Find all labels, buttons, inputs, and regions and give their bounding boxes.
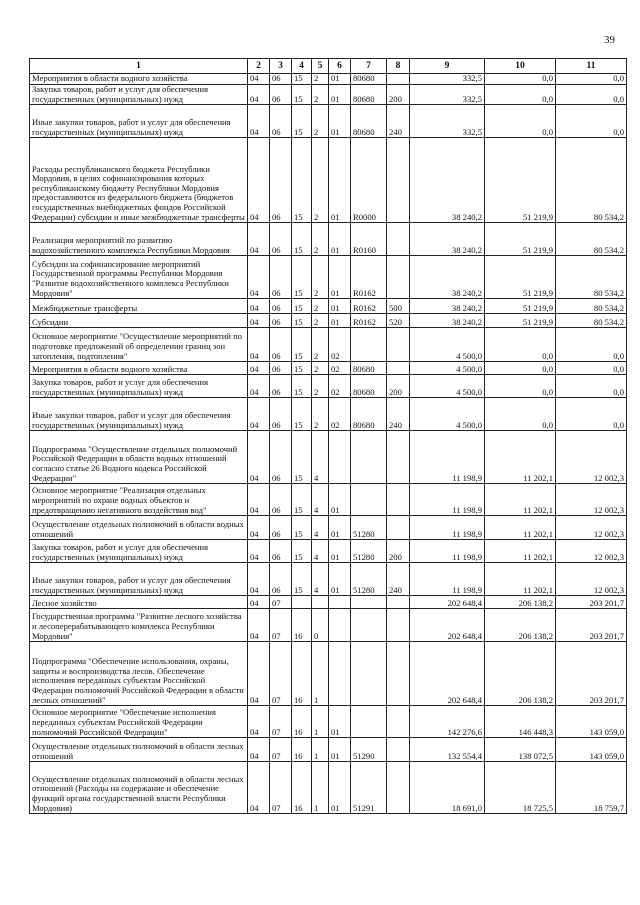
table-cell: R0162 [351, 256, 387, 299]
table-cell: 04 [248, 540, 270, 563]
table-cell: 15 [292, 540, 312, 563]
table-cell: 15 [292, 299, 312, 314]
table-row [30, 375, 627, 398]
table-cell: Закупка товаров, работ и услуг для обеспечения государственных (муниципальных) нужд [30, 375, 248, 398]
column-header: 4 [292, 59, 312, 74]
table-cell: 2 [312, 375, 329, 398]
table-cell: 0,0 [556, 74, 627, 85]
table-row [30, 706, 627, 738]
table-cell: 01 [329, 74, 351, 85]
table-cell: 04 [248, 516, 270, 540]
table-cell: 04 [248, 738, 270, 762]
table-cell: 04 [248, 328, 270, 362]
table-cell: 2 [312, 105, 329, 138]
table-cell: 02 [329, 362, 351, 375]
table-cell: 1 [312, 762, 329, 814]
table-cell: Иные закупки товаров, работ и услуг для обеспечения государственных (муниципальных) нужд [30, 105, 248, 138]
table-cell: 06 [270, 256, 292, 299]
table-cell: 2 [312, 299, 329, 314]
column-header: 3 [270, 59, 292, 74]
table-cell: 520 [387, 314, 410, 328]
table-row [30, 223, 627, 256]
table-cell: 16 [292, 642, 312, 706]
table-cell: 80 534,2 [556, 299, 627, 314]
table-cell: Государственная программа "Развитие лесного хозяйства и лесоперерабатывающего комплекса Республики Мордовия" [30, 609, 248, 642]
header-row [30, 59, 627, 74]
column-header: 1 [30, 59, 248, 74]
table-cell: 332,5 [410, 85, 485, 105]
table-cell: Закупка товаров, работ и услуг для обеспечения государственных (муниципальных) нужд [30, 540, 248, 563]
table-row [30, 484, 627, 516]
table-cell: 0,0 [485, 328, 556, 362]
table-cell: 51 219,9 [485, 223, 556, 256]
table-cell: 07 [270, 642, 292, 706]
table-cell: 15 [292, 256, 312, 299]
table-cell: 04 [248, 85, 270, 105]
column-header: 8 [387, 59, 410, 74]
table-cell: 18 725,5 [485, 762, 556, 814]
table-cell: 38 240,2 [410, 256, 485, 299]
table-cell: 80680 [351, 375, 387, 398]
table-cell: Основное мероприятие "Обеспечение исполнения переданных субъектам Российской Федерации полномочий Российской Федерации" [30, 706, 248, 738]
table-cell: 06 [270, 85, 292, 105]
table-cell: 240 [387, 398, 410, 431]
table-cell [387, 642, 410, 706]
table-cell: 04 [248, 105, 270, 138]
table-cell [351, 706, 387, 738]
page-number: 39 [604, 34, 615, 46]
table-cell: 0,0 [485, 105, 556, 138]
table-row [30, 642, 627, 706]
column-header: 7 [351, 59, 387, 74]
table-cell [387, 431, 410, 484]
table-row [30, 540, 627, 563]
table-cell [329, 431, 351, 484]
table-cell: Закупка товаров, работ и услуг для обеспечения государственных (муниципальных) нужд [30, 85, 248, 105]
table-cell [351, 596, 387, 609]
table-cell: 0,0 [556, 105, 627, 138]
table-cell: 02 [329, 375, 351, 398]
table-cell [351, 431, 387, 484]
column-header: 10 [485, 59, 556, 74]
table-row [30, 299, 627, 314]
table-cell: 02 [329, 328, 351, 362]
table-row [30, 516, 627, 540]
table-cell: 2 [312, 398, 329, 431]
table-cell [387, 256, 410, 299]
table-cell: 16 [292, 609, 312, 642]
table-cell: Межбюджетные трансферты [30, 299, 248, 314]
table-cell: 07 [270, 609, 292, 642]
table-cell [387, 74, 410, 85]
table-cell: 2 [312, 74, 329, 85]
table-cell: 06 [270, 314, 292, 328]
table-cell: 142 276,6 [410, 706, 485, 738]
table-cell: 206 138,2 [485, 609, 556, 642]
table-cell: 04 [248, 74, 270, 85]
table-cell [387, 362, 410, 375]
table-cell: 15 [292, 105, 312, 138]
table-body [30, 74, 627, 814]
table-cell: 51280 [351, 516, 387, 540]
table-row [30, 398, 627, 431]
table-cell: 202 648,4 [410, 609, 485, 642]
table-cell: 04 [248, 642, 270, 706]
table-cell: R0162 [351, 299, 387, 314]
table-cell: 11 198,9 [410, 516, 485, 540]
table-cell: 04 [248, 609, 270, 642]
table-cell [387, 706, 410, 738]
table-cell: 01 [329, 563, 351, 596]
table-cell: 4 [312, 484, 329, 516]
table-cell: 12 002,3 [556, 484, 627, 516]
table-cell: Осуществление отдельных полномочий в области водных отношений [30, 516, 248, 540]
table-cell: 01 [329, 540, 351, 563]
table-cell: 11 202,1 [485, 563, 556, 596]
table-cell: 04 [248, 398, 270, 431]
table-cell: 01 [329, 105, 351, 138]
table-cell: 15 [292, 138, 312, 223]
table-cell [329, 596, 351, 609]
table-cell: 203 201,7 [556, 609, 627, 642]
table-cell: 12 002,3 [556, 516, 627, 540]
table-cell: 06 [270, 484, 292, 516]
table-cell: 02 [329, 398, 351, 431]
table-cell: 04 [248, 484, 270, 516]
table-cell: 0 [312, 609, 329, 642]
table-cell: 203 201,7 [556, 642, 627, 706]
table-cell: 80680 [351, 398, 387, 431]
table-cell: 01 [329, 516, 351, 540]
table-cell [387, 762, 410, 814]
table-cell: 04 [248, 138, 270, 223]
table-cell: 11 202,1 [485, 540, 556, 563]
table-cell: R0160 [351, 223, 387, 256]
table-cell: 51280 [351, 540, 387, 563]
table-cell: 01 [329, 138, 351, 223]
table-cell: 11 202,1 [485, 516, 556, 540]
table-cell [387, 516, 410, 540]
table-cell: Иные закупки товаров, работ и услуг для обеспечения государственных (муниципальных) нужд [30, 398, 248, 431]
table-cell [351, 609, 387, 642]
table-cell: 11 202,1 [485, 484, 556, 516]
table-cell: Осуществление отдельных полномочий в области лесных отношений (Расходы на содержание и обеспечение функций органа государственной власти Республики Мордовия) [30, 762, 248, 814]
table-cell: 01 [329, 299, 351, 314]
table-cell: 11 198,9 [410, 484, 485, 516]
table-cell: 06 [270, 398, 292, 431]
table-cell: 0,0 [556, 398, 627, 431]
table-cell: 38 240,2 [410, 299, 485, 314]
table-cell: 2 [312, 138, 329, 223]
table-cell: 04 [248, 256, 270, 299]
table-row [30, 563, 627, 596]
table-cell: 04 [248, 706, 270, 738]
table-cell: 07 [270, 596, 292, 609]
table-cell: 1 [312, 706, 329, 738]
table-cell: 0,0 [556, 328, 627, 362]
table-row [30, 328, 627, 362]
table-cell [387, 484, 410, 516]
table-cell: Мероприятия в области водного хозяйства [30, 74, 248, 85]
table-cell: Реализация мероприятий по развитию водохозяйственного комплекса Республики Мордовия [30, 223, 248, 256]
table-cell: 16 [292, 762, 312, 814]
table-cell: 51290 [351, 738, 387, 762]
table-cell: 15 [292, 328, 312, 362]
table-cell: 04 [248, 563, 270, 596]
table-cell: Иные закупки товаров, работ и услуг для обеспечения государственных (муниципальных) нужд [30, 563, 248, 596]
table-cell: Расходы республиканского бюджета Республики Мордовия, в целях софинансирования которых республиканскому бюджету Республики Мордовия предоставляются из федерального бюджета (бюджетов государственных внебюджетных фондов Российской Федерации) субсидии и иные межбюджетные трансферты [30, 138, 248, 223]
column-header: 6 [329, 59, 351, 74]
table-cell: 11 198,9 [410, 431, 485, 484]
table-cell: 01 [329, 85, 351, 105]
table-cell: 80680 [351, 74, 387, 85]
table-cell: 01 [329, 738, 351, 762]
table-cell: 240 [387, 105, 410, 138]
table-cell: 04 [248, 431, 270, 484]
table-cell: 15 [292, 516, 312, 540]
table-cell: 80 534,2 [556, 314, 627, 328]
table-cell: 332,5 [410, 74, 485, 85]
table-cell: Лесное хозяйство [30, 596, 248, 609]
table-cell: 51291 [351, 762, 387, 814]
table-cell: Подпрограмма "Обеспечение использования, охраны, защиты и воспроизводства лесов. Обеспечение исполнения переданных субъектам Российской Федерации полномочий Российской Федерации в области лесных отношений" [30, 642, 248, 706]
table-cell: 01 [329, 762, 351, 814]
table-cell: 206 138,2 [485, 596, 556, 609]
table-cell: 06 [270, 105, 292, 138]
table-cell: 01 [329, 256, 351, 299]
table-cell [351, 484, 387, 516]
table-cell [387, 596, 410, 609]
table-cell: 80 534,2 [556, 223, 627, 256]
table-cell: 07 [270, 762, 292, 814]
table-cell: 132 554,4 [410, 738, 485, 762]
table-cell: Мероприятия в области водного хозяйства [30, 362, 248, 375]
table-cell: 01 [329, 223, 351, 256]
table-cell: 4 500,0 [410, 375, 485, 398]
table-cell: 16 [292, 738, 312, 762]
table-cell: 04 [248, 362, 270, 375]
table-cell: Подпрограмма "Осуществление отдельных полномочий Российской Федерации в области водных отношений согласно статье 26 Водного кодекса Российской Федерации" [30, 431, 248, 484]
table-cell: 0,0 [556, 375, 627, 398]
table-cell: 4 [312, 516, 329, 540]
table-cell: 206 138,2 [485, 642, 556, 706]
table-cell [387, 328, 410, 362]
table-cell: 15 [292, 223, 312, 256]
table-cell: 07 [270, 706, 292, 738]
table-cell: 12 002,3 [556, 540, 627, 563]
table-cell: 143 059,0 [556, 738, 627, 762]
table-cell: 240 [387, 563, 410, 596]
table-row [30, 105, 627, 138]
table-cell: 80 534,2 [556, 138, 627, 223]
column-header: 9 [410, 59, 485, 74]
table-cell: 51 219,9 [485, 138, 556, 223]
table-cell: 80 534,2 [556, 256, 627, 299]
table-row [30, 362, 627, 375]
table-cell: 15 [292, 85, 312, 105]
table-cell [329, 642, 351, 706]
table-cell: 51 219,9 [485, 256, 556, 299]
table-cell: 12 002,3 [556, 563, 627, 596]
table-cell: Субсидии [30, 314, 248, 328]
table-cell: 51280 [351, 563, 387, 596]
table-cell: 2 [312, 256, 329, 299]
table-cell: 15 [292, 314, 312, 328]
table-cell: 4 500,0 [410, 328, 485, 362]
table-row [30, 609, 627, 642]
table-cell: 11 198,9 [410, 563, 485, 596]
table-cell: 15 [292, 375, 312, 398]
table-cell: Основное мероприятие "Реализация отдельных мероприятий по охране водных объектов и предотвращению негативного воздействия вод" [30, 484, 248, 516]
table-cell: 4 500,0 [410, 362, 485, 375]
table-cell: R0000 [351, 138, 387, 223]
table-row [30, 596, 627, 609]
budget-table [29, 58, 627, 814]
table-cell [351, 642, 387, 706]
table-cell [329, 609, 351, 642]
table-cell: 0,0 [556, 85, 627, 105]
table-cell: Осуществление отдельных полномочий в области лесных отношений [30, 738, 248, 762]
table-cell: 200 [387, 375, 410, 398]
table-cell: 4 500,0 [410, 398, 485, 431]
table-row [30, 762, 627, 814]
table-cell: 06 [270, 74, 292, 85]
table-cell: 06 [270, 563, 292, 596]
table-cell: 06 [270, 540, 292, 563]
table-cell: 18 759,7 [556, 762, 627, 814]
table-cell: 15 [292, 563, 312, 596]
table-cell: 04 [248, 762, 270, 814]
table-cell: 06 [270, 431, 292, 484]
table-cell: 04 [248, 299, 270, 314]
table-cell: 1 [312, 738, 329, 762]
table-cell: 2 [312, 362, 329, 375]
table-cell: 0,0 [556, 362, 627, 375]
table-cell: 143 059,0 [556, 706, 627, 738]
table-cell: 2 [312, 314, 329, 328]
table-cell: 51 219,9 [485, 314, 556, 328]
table-cell: 06 [270, 328, 292, 362]
table-cell: 07 [270, 738, 292, 762]
table-cell: 06 [270, 138, 292, 223]
table-row [30, 74, 627, 85]
table-cell: 15 [292, 362, 312, 375]
table-cell: 203 201,7 [556, 596, 627, 609]
table-row [30, 431, 627, 484]
column-header: 5 [312, 59, 329, 74]
table-row [30, 314, 627, 328]
table-cell: 11 198,9 [410, 540, 485, 563]
table-cell: 12 002,3 [556, 431, 627, 484]
table-cell [351, 328, 387, 362]
table-cell: Субсидии на софинансирование мероприятий Государственной программы Республики Мордовия "Развитие водохозяйственного комплекса Республики Мордовия" [30, 256, 248, 299]
table-cell: 0,0 [485, 375, 556, 398]
table-cell: 06 [270, 516, 292, 540]
table-cell: 38 240,2 [410, 223, 485, 256]
table-cell [387, 738, 410, 762]
table-cell [312, 596, 329, 609]
table-cell: 06 [270, 223, 292, 256]
table-cell: 332,5 [410, 105, 485, 138]
table-cell: 202 648,4 [410, 642, 485, 706]
table-row [30, 85, 627, 105]
table-cell: 06 [270, 375, 292, 398]
table-cell: 11 202,1 [485, 431, 556, 484]
table-cell: 0,0 [485, 85, 556, 105]
table-cell: 200 [387, 540, 410, 563]
table-cell [387, 138, 410, 223]
table-cell: 38 240,2 [410, 314, 485, 328]
table-cell: 04 [248, 375, 270, 398]
table-cell: 4 [312, 431, 329, 484]
table-cell: 80680 [351, 85, 387, 105]
table-cell: 2 [312, 328, 329, 362]
table-cell: 06 [270, 299, 292, 314]
table-cell: 1 [312, 642, 329, 706]
table-cell: 2 [312, 223, 329, 256]
table-cell: 38 240,2 [410, 138, 485, 223]
table-cell: 80680 [351, 105, 387, 138]
table-cell: 01 [329, 484, 351, 516]
table-cell: 0,0 [485, 398, 556, 431]
table-cell: 138 072,5 [485, 738, 556, 762]
table-cell: 15 [292, 431, 312, 484]
table-cell: 200 [387, 85, 410, 105]
table-cell: 51 219,9 [485, 299, 556, 314]
table-row [30, 138, 627, 223]
table-row [30, 256, 627, 299]
table-cell: 500 [387, 299, 410, 314]
table-row [30, 738, 627, 762]
table-cell: 80680 [351, 362, 387, 375]
table-cell: 146 448,3 [485, 706, 556, 738]
table-cell: 01 [329, 706, 351, 738]
table-cell [387, 223, 410, 256]
table-cell: Основное мероприятие "Осуществление мероприятий по подготовке предложений об определении границ зон затопления, подтопления" [30, 328, 248, 362]
table-cell: 15 [292, 484, 312, 516]
table-cell: 0,0 [485, 362, 556, 375]
table-cell: 04 [248, 314, 270, 328]
table-cell: 15 [292, 74, 312, 85]
table-cell: 0,0 [485, 74, 556, 85]
table-cell [387, 609, 410, 642]
table-cell [292, 596, 312, 609]
table-cell: 4 [312, 540, 329, 563]
table-cell: 06 [270, 362, 292, 375]
table-cell: 4 [312, 563, 329, 596]
table-cell: 2 [312, 85, 329, 105]
table-cell: R0162 [351, 314, 387, 328]
table-cell: 16 [292, 706, 312, 738]
column-header: 2 [248, 59, 270, 74]
table-cell: 15 [292, 398, 312, 431]
table-cell: 18 691,0 [410, 762, 485, 814]
column-header: 11 [556, 59, 627, 74]
table-cell: 04 [248, 596, 270, 609]
table-cell: 01 [329, 314, 351, 328]
table-cell: 04 [248, 223, 270, 256]
table-cell: 202 648,4 [410, 596, 485, 609]
